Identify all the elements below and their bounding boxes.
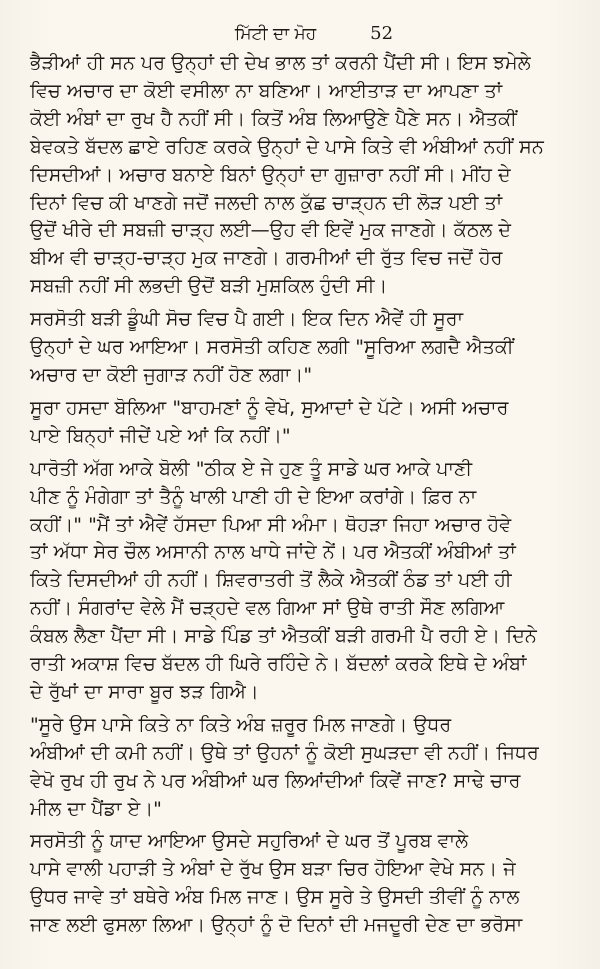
paragraph-1: ਭੈੜੀਆਂ ਹੀ ਸਨ ਪਰ ਉਨ੍ਹਾਂ ਦੀ ਦੇਖ ਭਾਲ ਤਾਂ ਕਰਨੀ ਪੈਂਦੀ ਸੀ। ਇਸ ਝਮੇਲੇ ਵਿਚ ਅਚਾਰ ਦਾ ਕੋਈ ਵਸੀਲਾ ਨਾ ਬਣਿਆ। ਆਈਤਾੜ ਦਾ ਆਪਣਾ ਤਾਂ ਕੋਈ ਅੰਬਾਂ ਦਾ ਰੁਖ ਹੈ ਨਹੀਂ ਸੀ। ਕਿਤੋਂ ਅੰਬ ਲਿਆਉਣੇ ਪੈਣੇ ਸਨ। ਐਤਕੀਂ ਬੇਵਕਤੇ ਬੱਦਲ ਛਾਏ ਰਹਿਣ ਕਰਕੇ ਉਨ੍ਹਾਂ ਦੇ ਪਾਸੇ ਕਿਤੇ ਵੀ ਅੰਬੀਆਂ ਨਹੀਂ ਸਨ ਦਿਸਦੀਆਂ। ਅਚਾਰ ਬਨਾਏ ਬਿਨਾਂ ਉਨ੍ਹਾਂ ਦਾ ਗੁਜ਼ਾਰਾ ਨਹੀਂ ਸੀ। ਮੀਂਹ ਦੇ ਦਿਨਾਂ ਵਿਚ ਕੀ ਖਾਣਗੇ ਜਦੋਂ ਜਲਦੀ ਨਾਲ ਕੁੱਛ ਚਾੜ੍ਹਨ ਦੀ ਲੋੜ ਪਈ ਤਾਂ ਉਦੋਂ ਖੀਰੇ ਦੀ ਸਬਜ਼ੀ ਚਾੜ੍ਹ ਲਈ—ਉਹ ਵੀ ਇਵੇਂ ਮੁਕ ਜਾਣਗੇ। ਕੱਠਲ ਦੇ ਬੀਅ ਵੀ ਚਾੜ੍ਹ-ਚਾੜ੍ਹ ਮੁਕ ਜਾਣਗੇ। ਗਰਮੀਆਂ ਦੀ ਰੁੱਤ ਵਿਚ ਜਦੋਂ ਹੋਰ ਸਬਜ਼ੀ ਨਹੀਂ ਸੀ ਲਭਦੀ ਉਦੋਂ ਬੜੀ ਮੁਸ਼ਕਿਲ ਹੁੰਦੀ ਸੀ। bbox=[30, 52, 544, 298]
paragraph-3: ਸੂਰਾ ਹਸਦਾ ਬੋਲਿਆ "ਬਾਹਮਣਾਂ ਨੂੰ ਵੇਖੋ, ਸੁਆਦਾਂ ਦੇ ਪੱਟੇ। ਅਸੀ ਅਚਾਰ ਪਾਏ ਬਿਨ੍ਹਾਂ ਜੀਦੇਂ ਪਏ ਆਂ ਕਿ ਨਹੀਂ।" bbox=[30, 396, 509, 447]
paragraph-6: ਸਰਸੋਤੀ ਨੂੰ ਯਾਦ ਆਇਆ ਉਸਦੇ ਸਹੁਰਿਆਂ ਦੇ ਘਰ ਤੋਂ ਪੂਰਬ ਵਾਲੇ ਪਾਸੇ ਵਾਲੀ ਪਹਾੜੀ ਤੇ ਅੰਬਾਂ ਦੇ ਰੁੱਖ ਉਸ ਬੜਾ ਚਿਰ ਹੋਇਆ ਵੇਖੇ ਸਨ। ਜੇ ਉਧਰ ਜਾਵੇ ਤਾਂ ਬਥੇਰੇ ਅੰਬ ਮਿਲ ਜਾਣ। ਉਸ ਸੂਰੇ ਤੇ ਉਸਦੀ ਤੀਵੀਂ ਨੂੰ ਨਾਲ ਜਾਣ ਲਈ ਫੁਸਲਾ ਲਿਆ। ਉਨ੍ਹਾਂ ਨੂੰ ਦੋ ਦਿਨਾਂ ਦੀ ਮਜਦੂਰੀ ਦੇਣ ਦਾ ਭਰੋਸਾ bbox=[30, 830, 523, 937]
paragraph-2: ਸਰਸੋਤੀ ਬੜੀ ਡੂੰਘੀ ਸੋਚ ਵਿਚ ਪੈ ਗਈ। ਇਕ ਦਿਨ ਐਵੇਂ ਹੀ ਸੂਰਾ ਉਨ੍ਹਾਂ ਦੇ ਘਰ ਆਇਆ। ਸਰਸੋਤੀ ਕਹਿਣ ਲਗੀ "ਸੂਰਿਆ ਲਗਦੈ ਐਤਕੀਂ ਅਚਾਰ ਦਾ ਕੋਈ ਜੁਗਾੜ ਨਹੀਂ ਹੋਣ ਲਗਾ।" bbox=[30, 308, 514, 386]
page-header bbox=[58, 24, 570, 50]
paragraph-4: ਪਾਰੋਤੀ ਅੱਗ ਆਕੇ ਬੋਲੀ "ਠੀਕ ਏ ਜੇ ਹੁਣ ਤੂੰ ਸਾਡੇ ਘਰ ਆਕੇ ਪਾਣੀ ਪੀਣ ਨੂੰ ਮੰਗੇਗਾ ਤਾਂ ਤੈਨੂੰ ਖਾਲੀ ਪਾਣੀ ਹੀ ਦੇ ਇਆ ਕਰਾਂਗੇ। ਫ਼ਿਰ ਨਾ ਕਹੀਂ।" "ਮੈਂ ਤਾਂ ਐਵੇਂ ਹੱਸਦਾ ਪਿਆ ਸੀ ਅੰਮਾ। ਥੋਹੜਾ ਜਿਹਾ ਅਚਾਰ ਹੋਵੇ ਤਾਂ ਅੱਧਾ ਸੇਰ ਚੌਲ ਅਸਾਨੀ ਨਾਲ ਖਾਧੇ ਜਾਂਦੇ ਨੇਂ। ਪਰ ਐਤਕੀਂ ਅੰਬੀਆਂ ਤਾਂ ਕਿਤੇ ਦਿਸਦੀਆਂ ਹੀ ਨਹੀਂ। ਸ਼ਿਵਰਾਤਰੀ ਤੋਂ ਲੈਕੇ ਐਤਕੀਂ ਠੰਡ ਤਾਂ ਪਈ ਹੀ ਨਹੀਂ। ਸੰਗਰਾਂਦ ਵੇਲੇ ਮੈਂ ਚੜ੍ਹਦੇ ਵਲ ਗਿਆ ਸਾਂ ਉਥੇ ਰਾਤੀ ਸੌਣ ਲਗਿਆ ਕੰਬਲ ਲੈਣਾ ਪੈਂਦਾ ਸੀ। ਸਾਡੇ ਪਿੰਡ ਤਾਂ ਐਤਕੀਂ ਬੜੀ ਗਰਮੀ ਪੈ ਰਹੀ ਏ। ਦਿਨੇ ਰਾਤੀ ਅਕਾਸ਼ ਵਿਚ ਬੱਦਲ ਹੀ ਘਿਰੇ ਰਹਿੰਦੇ ਨੇ। ਬੱਦਲਾਂ ਕਰਕੇ ਇਥੇ ਦੇ ਅੰਬਾਂ ਦੇ ਰੁੱਖਾਂ ਦਾ ਸਾਰਾ ਬੂਰ ਝੜ ਗਿਐ। bbox=[30, 457, 537, 703]
paragraph-5: "ਸੂਰੇ ਉਸ ਪਾਸੇ ਕਿਤੇ ਨਾ ਕਿਤੇ ਅੰਬ ਜ਼ਰੂਰ ਮਿਲ ਜਾਣਗੇ। ਉਧਰ ਅੰਬੀਆਂ ਦੀ ਕਮੀ ਨਹੀਂ। ਉਥੇ ਤਾਂ ਉਹਨਾਂ ਨੂੰ ਕੋਈ ਸੁਘੜਦਾ ਵੀ ਨਹੀਂ। ਜਿਧਰ ਵੇਖੋ ਰੁਖ ਹੀ ਰੁਖ ਨੇ ਪਰ ਅੰਬੀਆਂ ਘਰ ਲਿਆਂਦੀਆਂ ਕਿਵੇਂ ਜਾਣ? ਸਾਢੇ ਚਾਰ ਮੀਲ ਦਾ ਪੈਂਡਾ ਏ।" bbox=[30, 713, 539, 820]
running-title: ਮਿੱਟੀ ਦਾ ਮੋਹ bbox=[234, 24, 317, 44]
page-body-text bbox=[30, 50, 570, 940]
page-number: 52 bbox=[370, 23, 394, 44]
